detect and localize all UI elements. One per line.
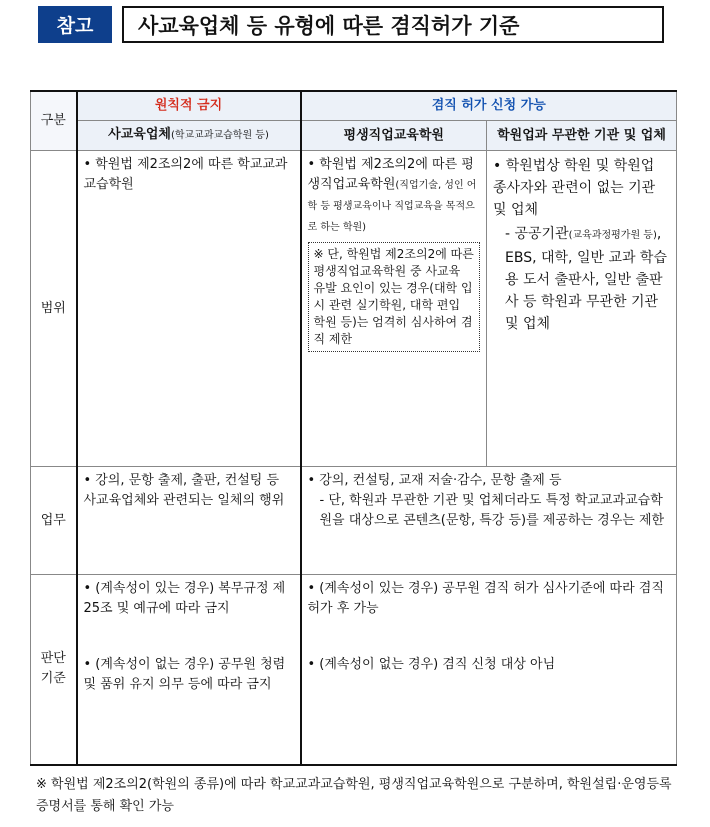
header-gubun: 구분: [31, 91, 77, 151]
header: [38, 6, 664, 43]
scope-col3-main: • 학원법상 학원 및 학원업 종사자와 관련이 없는 기관 및 업체: [493, 158, 656, 218]
scope-col3-sub-note: (교육과정평가원 등): [568, 230, 657, 241]
judge-col1: [77, 575, 301, 765]
header-col1-name: 사교육업체: [108, 127, 171, 142]
criteria-table: [30, 90, 677, 766]
judge-col1-a: • (계속성이 있는 경우) 복무규정 제25조 및 예규에 따라 금지: [83, 581, 286, 616]
reference-badge: 참고: [38, 6, 112, 43]
row-label-judge: 판단 기준: [31, 575, 77, 765]
scope-col3-sub-rest: , EBS, 대학, 일반 교과 학습용 도서 출판사, 일반 출판사 등 학원과 무관한 기관 및 업체: [505, 226, 667, 332]
judge-col23: [301, 575, 677, 765]
header-allow: 겸직 허가 신청 가능: [301, 91, 677, 121]
scope-col2-note: (직업기술, 성인 어학 등 평생교육이나 직업교육을 목적으로 하는 학원): [307, 180, 477, 233]
header-col-private-edu: [77, 121, 301, 151]
header-prohibit: 원칙적 금지: [77, 91, 301, 121]
row-label-scope: 범위: [31, 151, 77, 467]
scope-col2-main: • 학원법 제2조의2에 따른 평생직업교육학원: [307, 157, 474, 192]
judge-col1-b: • (계속성이 없는 경우) 공무원 청렴 및 품위 유지 의무 등에 따라 금지: [83, 657, 286, 692]
work-col23-main: • 강의, 컨설팅, 교재 저술·감수, 문항 출제 등: [307, 473, 562, 488]
scope-col2-exception-box: ※ 단, 학원법 제2조의2에 따른 평생직업교육학원 중 사교육 유발 요인이 있는 경우(대학 입시 관련 실기학원, 대학 편입 학원 등)는 엄격히 심사하여 겸직 제한: [308, 242, 481, 352]
scope-col3-sub-prefix: - 공공기관: [505, 226, 569, 242]
work-col23-sub: - 단, 학원과 무관한 기관 및 업체더라도 특정 학교교과교습학원을 대상으로 콘텐츠(문항, 특강 등)를 제공하는 경우는 제한: [319, 493, 665, 528]
header-col1-note: (학교교과교습학원 등): [170, 130, 269, 141]
row-work: [31, 467, 677, 575]
scope-col3: [487, 151, 677, 467]
page-title: 사교육업체 등 유형에 따른 겸직허가 기준: [122, 6, 664, 43]
header-col-unrelated: 학원업과 무관한 기관 및 업체: [487, 121, 677, 151]
judge-col23-b: • (계속성이 없는 경우) 겸직 신청 대상 아님: [307, 657, 556, 672]
row-judge: [31, 575, 677, 765]
footnote: ※ 학원법 제2조의2(학원의 종류)에 따라 학교교과교습학원, 평생직업교육학원으로 구분하며, 학원설립·운영등록 증명서를 통해 확인 가능: [36, 777, 672, 814]
scope-col2: [301, 151, 487, 467]
work-col1: • 강의, 문항 출제, 출판, 컨설팅 등 사교육업체와 관련되는 일체의 행위: [77, 467, 301, 575]
scope-col1: • 학원법 제2조의2에 따른 학교교과교습학원: [77, 151, 301, 467]
row-scope: [31, 151, 677, 467]
header-col-lifelong: 평생직업교육학원: [301, 121, 487, 151]
judge-col23-a: • (계속성이 있는 경우) 공무원 겸직 허가 심사기준에 따라 겸직 허가 후 가능: [307, 581, 664, 616]
row-label-work: 업무: [31, 467, 77, 575]
work-col23: [301, 467, 677, 575]
